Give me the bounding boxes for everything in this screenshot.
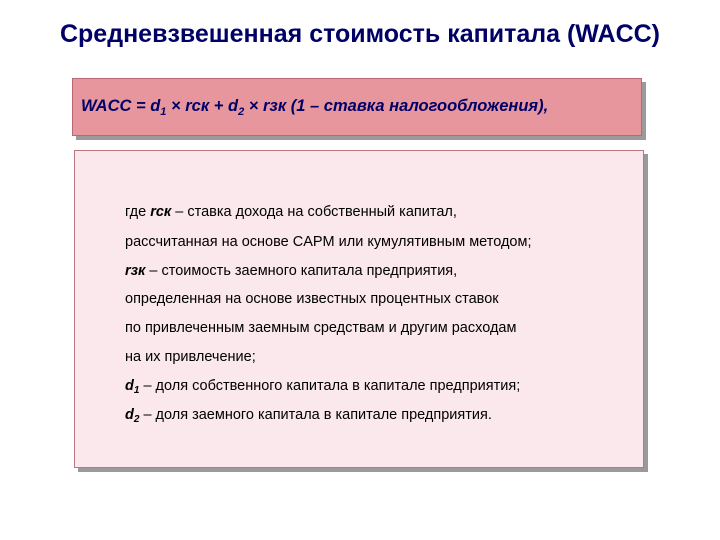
slide-title: Средневзвешенная стоимость капитала (WACC)	[59, 20, 661, 48]
definition-rzk-continued-1: определенная на основе известных процентных ставок	[125, 291, 499, 307]
formula-subscript-1: 1	[160, 106, 167, 118]
formula-part-3: × rзк (1 – ставка налогообложения),	[244, 97, 549, 115]
definition-rzk-text: – стоимость заемного капитала предприятия,	[145, 263, 458, 279]
wacc-formula	[81, 97, 548, 118]
definition-d1	[125, 378, 520, 396]
term-rsk: rск	[150, 204, 172, 220]
definition-d1-text: – доля собственного капитала в капитале предприятия;	[139, 378, 521, 394]
definition-rsk	[125, 204, 457, 220]
formula-subscript-2: 2	[238, 106, 245, 118]
definition-d2	[125, 407, 492, 425]
formula-box	[72, 78, 642, 136]
term-d2-subscript: 2	[133, 414, 140, 425]
formula-part-2: × rск + d	[166, 97, 239, 115]
definition-rzk-continued-2: по привлеченным заемным средствам и другим расходам	[125, 320, 517, 336]
term-d2-letter: d	[125, 407, 134, 423]
definitions-box	[74, 150, 644, 468]
term-rzk: rзк	[125, 263, 146, 279]
term-d1-subscript: 1	[133, 385, 140, 396]
definition-prefix: где	[125, 204, 151, 220]
term-d1	[125, 378, 139, 394]
term-d2	[125, 407, 139, 423]
definition-rzk	[125, 263, 457, 279]
definition-d2-text: – доля заемного капитала в капитале предприятия.	[139, 407, 492, 423]
definition-rzk-continued-3: на их привлечение;	[125, 349, 256, 365]
definition-rsk-text: – ставка дохода на собственный капитал,	[171, 204, 457, 220]
formula-part-1: WACC = d	[81, 97, 161, 115]
definition-rsk-continued: рассчитанная на основе CAPM или кумулятивным методом;	[125, 234, 532, 250]
term-d1-letter: d	[125, 378, 134, 394]
